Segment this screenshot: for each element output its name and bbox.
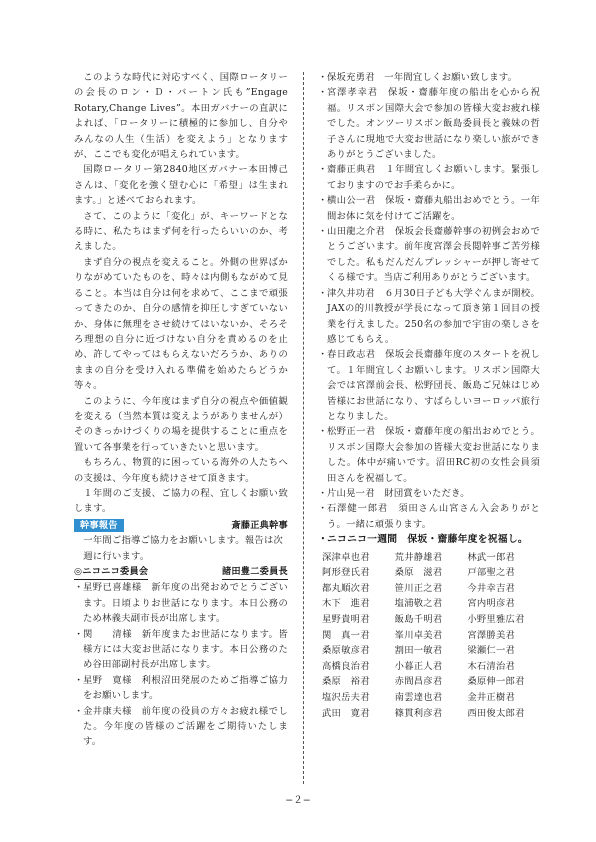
bullet-icon: ・ [74, 674, 84, 686]
list-item [318, 286, 540, 348]
secretary-report-label: 幹事報告 [74, 519, 124, 532]
member-name: 今井幸吉君 [467, 582, 516, 594]
member-name: 小野里雅広君 [467, 613, 525, 625]
bullet-icon: ・ [74, 582, 84, 594]
paragraph: まず自分の視点を変えること。外側の世界ばかりながめていたものを、時々は内側もながめて見ること。本当は自分は何を求めて、ここまで頑張ってきたのか、自分の感情を抑圧しすぎていないか、身体に無理をさせ続けてはいないか、そろそろ理想の自分に近づけない自分を責めるのを止め、許してやってはもらえないだろうか、ありのままの自分を受け入れる準備を始めたらどうか等々。 [74, 256, 288, 392]
member-name: 西田俊太郎君 [467, 707, 525, 719]
paragraph: もちろん、物質的に困っている海外の人たちへの支援は、今年度も続けさせて頂きます。 [74, 457, 288, 484]
niko-committee-header [74, 564, 288, 580]
member-name: 都丸順次君 [322, 582, 370, 594]
list-item [74, 673, 288, 704]
member-name: 阿形登氏君 [322, 567, 370, 579]
list-item [318, 347, 540, 424]
right-column [318, 70, 540, 721]
member-name: 星野貴明君 [322, 613, 370, 625]
member-name: 金井正樹君 [467, 691, 516, 703]
bullet-icon: ・ [74, 628, 84, 640]
bullet-icon: ・ [318, 164, 328, 176]
bullet-icon: ・ [318, 534, 329, 546]
column-divider [303, 72, 304, 784]
bullet-icon: ・ [318, 426, 328, 438]
list-item-text: 津久井功君 ６月30日子ども大学ぐんまが開校。JAXの的川教授が学長になって頂き第１回目の授業を行えました。250名の参加で宇宙の楽しさを感じてもらえ。 [327, 287, 540, 345]
bullet-icon: ・ [318, 72, 328, 83]
page-number: −２− [285, 795, 311, 806]
paragraph: 国際ロータリー第2840地区ガバナー本田博己さんは、「変化を強く望む心に「希望」は生まれます。」と述べておられます。 [74, 164, 288, 207]
list-item [318, 193, 540, 224]
paragraph: １年間のご支援、ご協力の程、宜しくお願い致します。 [74, 487, 288, 515]
bullet-icon: ・ [318, 287, 328, 299]
member-name: 桑原 裕君 [322, 676, 370, 688]
member-name: 梁瀬仁一君 [467, 645, 516, 657]
list-item [318, 70, 540, 85]
weekly-niko-item [318, 532, 540, 547]
member-name: 桑原 滋君 [394, 567, 443, 579]
member-name: 関 真一君 [322, 629, 370, 641]
bullet-icon: ・ [74, 705, 84, 717]
member-name: 高橋良治君 [322, 660, 370, 672]
paragraph: このような時代に対応すべく、国際ロータリーの会長のロン・Ｄ・バートン氏も”Engage Rotary,Change Lives”。本田ガバナーの直訳によれば、「ロータリーに積極的に参加し、自分やみんなの人生（生活）を変えよう」となりますが、ここでも変化が唱えられています。 [74, 72, 288, 161]
member-name: 篠貫利彦君 [394, 707, 443, 719]
bullet-icon: ・ [318, 226, 328, 238]
member-name: 飯島千明君 [394, 613, 443, 625]
list-item-text: 横山公一君 保坂・齋藤丸船出おめでとう。一年間お体に気を付けてご活躍を。 [327, 195, 540, 222]
paragraph: このように、今年度はまず自分の視点や価値観を変える（当然本質は変えようがありませんが）そのきっかけづくりの場を提供することに重点を置いて各事業を行っていきたいと思います。 [74, 395, 288, 453]
bullet-icon: ・ [318, 487, 328, 499]
secretary-name: 斎藤正典幹事 [231, 519, 288, 531]
left-column [74, 70, 288, 750]
member-name: 桑原伸一郎君 [467, 676, 525, 688]
member-name: 塩沢岳夫君 [322, 691, 370, 703]
list-item-text: 星野 寛様 利根沼田発展のためご指導ご協力をお願いします。 [83, 674, 288, 702]
bullet-icon: ・ [318, 503, 328, 515]
member-name: 南雲達也君 [394, 691, 443, 703]
bullet-icon: ・ [318, 349, 328, 361]
list-item [318, 424, 540, 486]
niko-committee-chair: 諸田豊二委員長 [222, 564, 288, 580]
list-item [318, 486, 540, 501]
member-name: 笹川正之君 [394, 582, 443, 594]
niko-committee-title: ◎ニコニコ委員会 [74, 564, 148, 580]
member-name: 深津卓也君 [322, 551, 370, 563]
list-item [74, 580, 288, 626]
list-item-text: 石澤健一郎君 須田さん山宮さん入会ありがとう。一緒に頑張ります。 [327, 503, 540, 530]
member-name: 桑原敏彦君 [322, 645, 370, 657]
list-item-text: 山田龍之介君 保坂会長齋藤幹事の初例会おめでとうございます。前年度宮澤会長閲幹事ご苦労様でした。私もだんだんプレッシャーが押し寄せてくる様です。当店ご利用ありがとうございます。 [327, 226, 540, 284]
list-item-text: 関 清様 新年度またお世話になります。皆様方には大変お世話になります。本日公務のため谷田部副村長が出席します。 [83, 628, 288, 671]
list-item [318, 501, 540, 532]
secretary-report-header [74, 518, 288, 533]
member-name: 峯川卓美君 [394, 629, 443, 641]
list-item-text: 松野正一君 保坂・齋藤年度の船出おめでとう。リスボン国際大会参加の皆様大変お世話になりました。体中が痛いです。沼田RC初の女性会員須田さんを祝福して。 [327, 426, 540, 484]
list-item-text: 金井康夫様 前年度の役員の方々お疲れ様でした。今年度の皆様のご活躍をご期待いたします。 [83, 705, 288, 748]
member-name: 武田 寛君 [322, 707, 370, 719]
list-item [318, 162, 540, 193]
member-name: 戸部聖之君 [467, 567, 516, 579]
list-item-text: 片山晃一君 財団賞をいただき。 [327, 487, 470, 499]
list-item [318, 85, 540, 162]
list-item [74, 627, 288, 673]
secretary-report-text: 一年間ご指導ご協力をお願いします。報告は次週に行います。 [83, 535, 284, 562]
member-name: 小暮正人君 [394, 660, 443, 672]
list-item-text: 宮澤孝幸君 保坂・齋藤年度の船出を心から祝福。リスボン国際大会で参加の皆様大変お疲れ様でした。オンツーリスボン飯島委員長と義妹の哲子さんに現地で大変お世話になり楽しい旅ができありがとうございました。 [327, 87, 540, 161]
member-name: 木下 進君 [322, 598, 370, 610]
member-name: 宮澤勝美君 [467, 629, 516, 641]
bullet-icon: ・ [318, 87, 328, 99]
list-item-text: 星野已喜雄様 新年度の出発おめでとうございます。日頃よりお世話になります。本日公務のため林義夫副市長が出席します。 [83, 582, 288, 625]
bullet-icon: ・ [318, 195, 328, 207]
list-item-text: 齋藤正典君 １年間宜しくお願いします。緊張しておりますのでお手柔らかに。 [327, 164, 540, 191]
member-name: 塩浦敬之君 [394, 598, 443, 610]
member-name: 林武一郎君 [467, 551, 516, 563]
member-name: 木石清治君 [467, 660, 516, 672]
member-name-grid [318, 550, 540, 722]
list-item [74, 704, 288, 750]
paragraph: さて、このように「変化」が、キーワードとなる時に、私たちはまず何を行ったらいいのか、考えました。 [74, 210, 288, 253]
member-name: 赤間昌彦君 [394, 676, 443, 688]
member-name: 割田一敏君 [394, 645, 443, 657]
weekly-niko-text: ニコニコ一週間 保坂・齋藤年度を祝福し。 [327, 534, 528, 546]
member-name: 荒井静雄君 [394, 551, 443, 563]
list-item-text: 保坂充勇君 一年間宜しくお願い致します。 [327, 72, 518, 83]
list-item-text: 春日政志君 保坂会長齋藤年度のスタートを祝して。１年間宜しくお願いします。リスボン国際大会では宮澤前会長、松野団長、飯島ご兄妹はじめ皆様にお世話になり、すばらしいヨーロッパ旅行となりました。 [327, 349, 540, 422]
list-item [318, 224, 540, 286]
member-name: 宮内明彦君 [467, 598, 516, 610]
